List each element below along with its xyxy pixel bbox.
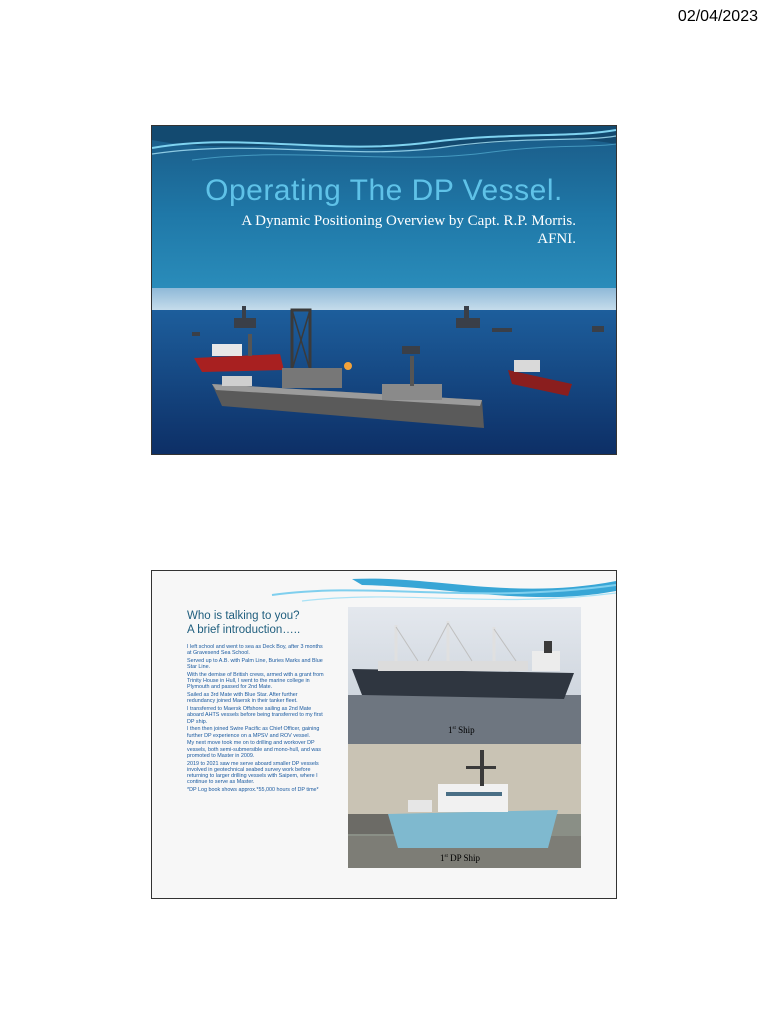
caption-sup: st <box>444 854 448 859</box>
caption-text: Ship <box>455 725 475 735</box>
subtitle-line-1: A Dynamic Positioning Overview by Capt. R.P. Morris. <box>241 213 576 229</box>
page-date: 02/04/2023 <box>677 8 758 25</box>
caption-num: 1 <box>448 725 453 735</box>
caption-sup: st <box>452 726 456 731</box>
slide-subtitle <box>162 212 576 248</box>
wave-decoration <box>152 126 616 176</box>
first-ship-photo <box>348 607 581 744</box>
paragraph: Served up to A.B. with Palm Line, Buries Marks and Blue Star Line. <box>187 658 323 671</box>
slide-title-text: Operating The DP Vessel. <box>205 174 563 207</box>
drilling-vessel-photo <box>152 288 616 454</box>
slide-title <box>151 125 617 455</box>
heading-line-2: A brief introduction….. <box>187 624 301 636</box>
paragraph: My next move took me on to drilling and workover DP vessels, both semi-submersible and mono-hull, and was promoted to Master in 2009. <box>187 740 321 759</box>
slide-introduction <box>151 570 617 899</box>
intro-body <box>187 644 327 795</box>
paragraph: Sailed as 3rd Mate with Blue Star. After further redundancy joined Maersk in their tanker fleet. <box>187 692 298 705</box>
paragraph: *DP Log book shows approx.*55,000 hours of DP time* <box>187 787 319 794</box>
paragraph: I transferred to Maersk Offshore sailing as 2nd Mate aboard AHTS vessels before being transferred to my first DP ship. <box>187 706 323 725</box>
paragraph: 2019 to 2021 saw me serve aboard smaller DP vessels involved in geotechnical seabed survey work before returning to larger drilling vessels with Saipem, where I continue to serve as Master. <box>187 760 319 786</box>
intro-heading <box>187 609 300 637</box>
paragraph: I then then joined Swire Pacific as Chief Officer, gaining further DP experience on a MPSV and ROV vessel. <box>187 726 320 739</box>
caption-first-ship <box>448 725 475 735</box>
caption-first-dp-ship <box>440 853 480 863</box>
paragraph: I left school and went to sea as Deck Boy, after 3 months at Gravesend Sea School. <box>187 644 323 657</box>
first-dp-ship-photo <box>348 744 581 868</box>
wave-decoration <box>152 571 616 611</box>
heading-line-1: Who is talking to you? <box>187 610 300 622</box>
paragraph: With the demise of British crews, armed with a grant from Trinity House in Hull, I went to the marine college in Plymouth and passed for 2nd Mate. <box>187 672 324 691</box>
caption-num: 1 <box>440 853 445 863</box>
caption-text: DP Ship <box>447 853 481 863</box>
subtitle-line-2: AFNI. <box>537 231 576 247</box>
title-banner <box>152 126 616 288</box>
